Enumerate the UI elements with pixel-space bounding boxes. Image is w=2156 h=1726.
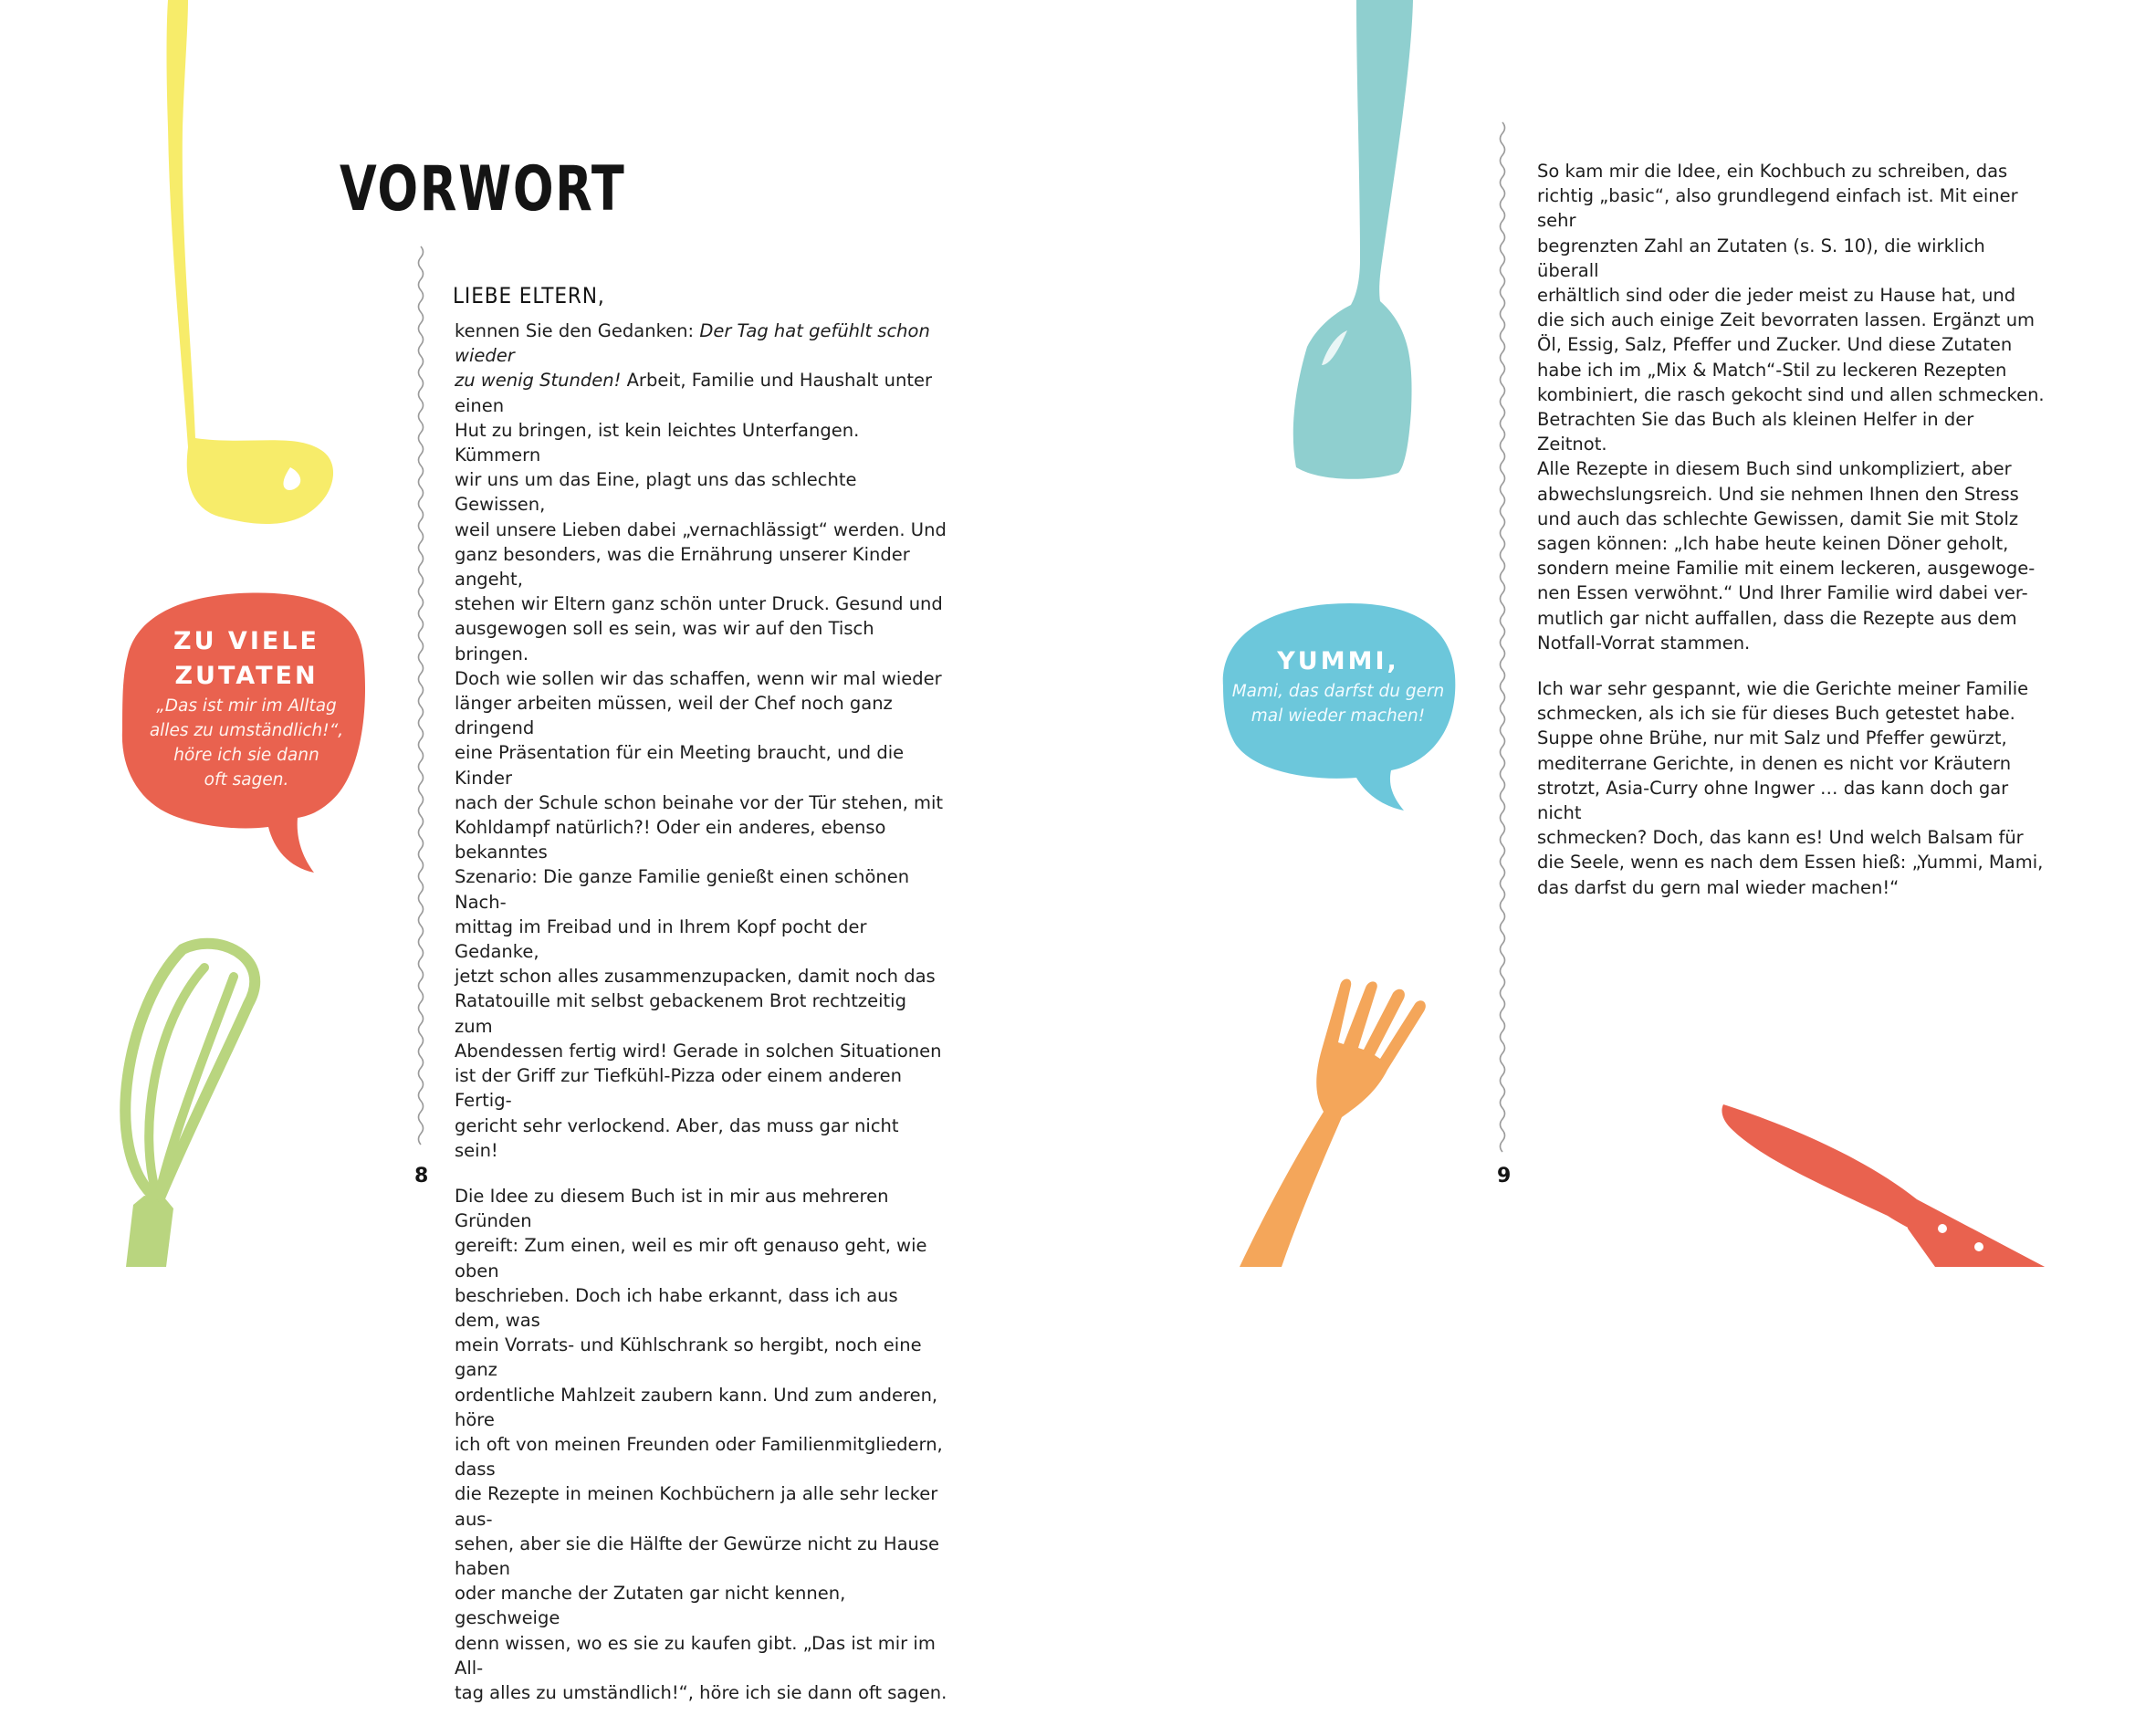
callout-title: YUMMI, <box>1277 647 1399 675</box>
salutation-heading: LIEBE ELTERN, <box>453 283 605 309</box>
paragraph-emphasis: Der Tag hat gefühlt schon wieder zu wenig Stunden! <box>455 320 930 392</box>
left-column-rule <box>419 246 424 1145</box>
fork-icon <box>1240 979 1426 1268</box>
callout-quote: Mami, das darfst du gern mal wieder machen! <box>1231 682 1445 726</box>
right-column-rule <box>1501 122 1505 1152</box>
ladle-icon <box>167 0 334 524</box>
left-page-body <box>455 319 947 1726</box>
callout-title: ZU VIELE ZUTATEN <box>173 627 319 690</box>
page-number-right: 9 <box>1497 1165 1512 1187</box>
paragraph: Ich war sehr gespannt, wie die Gerichte meiner Familie schmecken, als ich sie für dieses Buch getestet habe. Suppe ohne Brühe, nur mit Salz und Pfeffer gewürzt, mediterrane Gerichte, in denen es nicht vor Kräutern strotzt, Asia-Curry ohne Ingwer … das kann doch gar nicht schmecken? Doch, das kann es! Und welch Balsam für die Seele, wenn es nach dem Essen hieß: „Yummi, Mami, das darfst du gern mal wieder machen!“ <box>1537 678 2044 898</box>
callout-quote: „Das ist mir im Alltag alles zu umständlich!“, höre ich sie dann oft sagen. <box>149 696 344 790</box>
callout-too-many-ingredients <box>137 624 356 792</box>
callout-yummi <box>1221 644 1455 728</box>
page-number-left: 8 <box>414 1165 429 1187</box>
paragraph-lead-text: kennen Sie den Gedanken: <box>455 320 700 341</box>
page-title: VORWORT <box>340 153 626 225</box>
paragraph-body-text: Arbeit, Familie und Haushalt unter einen Hut zu bringen, ist kein leichtes Unterfangen. Kümmern wir uns um das Eine, plagt uns das schlechte Gewissen, weil unsere Lieben dabei „vernachlässigt“ werden. Und ganz besonders, was die Ernährung unserer Kinder angeht, stehen wir Eltern ganz schön unter Druck. Gesund und ausgewogen soll es sein, was wir auf den Tisch bringen. Doch wie sollen wir das schaffen, wenn wir mal wieder länger arbeiten müssen, weil der Chef noch ganz dringend eine Präsentation für ein Meeting braucht, und die Kinder nach der Schule schon beinahe vor der Tür stehen, mit Kohldampf natürlich?! Oder ein anderes, ebenso bekanntes Szenario: Die ganze Familie genießt einen schönen Nach- mittag im Freibad und in Ihrem Kopf pocht der Gedanke, jetzt schon alles zusammenzupacken, damit noch das Ratatouille mit selbst gebackenem Brot rechtzeitig zum Abendessen fertig wird! Gerade in solchen Situationen ist der Griff zur Tiefkühl-Pizza oder einem anderen Fertig- gericht sehr verlockend. Aber, das muss gar nicht sein! <box>455 370 947 1161</box>
paragraph: So kam mir die Idee, ein Kochbuch zu schreiben, das richtig „basic“, also grundlegend einfach ist. Mit einer sehr begrenzten Zahl an Zutaten (s. S. 10), die wirklich überall erhältlich sind oder die jeder meist zu Hause hat, und die sich auch einige Zeit bevorraten lassen. Ergänzt um Öl, Essig, Salz, Pfeffer und Zucker. Und diese Zutaten habe ich im „Mix & Match“-Stil zu leckeren Rezepten kombiniert, die rasch gekocht sind und allen schmecken. Betrachten Sie das Buch als kleinen Helfer in der Zeitnot. Alle Rezepte in diesem Buch sind unkompliziert, aber abwechslungsreich. Und sie nehmen Ihnen den Stress und auch das schlechte Gewissen, damit Sie mit Stolz sagen können: „Ich habe heute keinen Döner geholt, sondern meine Familie mit einem leckeren, ausgewoge- nen Essen verwöhnt.“ Und Ihrer Familie wird dabei ver- mutlich gar nicht auffallen, dass die Rezepte aus dem Notfall-Vorrat stammen. <box>1537 161 2045 654</box>
right-page-body <box>1537 159 2048 921</box>
paragraph <box>455 319 947 1163</box>
paragraph: Die Idee zu diesem Buch ist in mir aus mehreren Gründen gereift: Zum einen, weil es mir oft genauso geht, wie oben beschrieben. Doch ich habe erkannt, dass ich aus dem, was mein Vorrats- und Kühlschrank so hergibt, noch eine ganz ordentliche Mahlzeit zaubern kann. Und zum anderen, höre ich oft von meinen Freunden oder Familienmitgliedern, dass die Rezepte in meinen Kochbüchern ja alle sehr lecker aus- sehen, aber sie die Hälfte der Gewürze nicht zu Hause haben oder manche der Zutaten gar nicht kennen, geschweige denn wissen, wo es sie zu kaufen gibt. „Das ist mir im All- tag alles zu umständlich!“, höre ich sie dann oft sagen. <box>455 1185 947 1703</box>
spatula-icon <box>1293 0 1413 479</box>
knife-icon <box>1722 1104 2045 1267</box>
whisk-icon <box>125 944 255 1267</box>
